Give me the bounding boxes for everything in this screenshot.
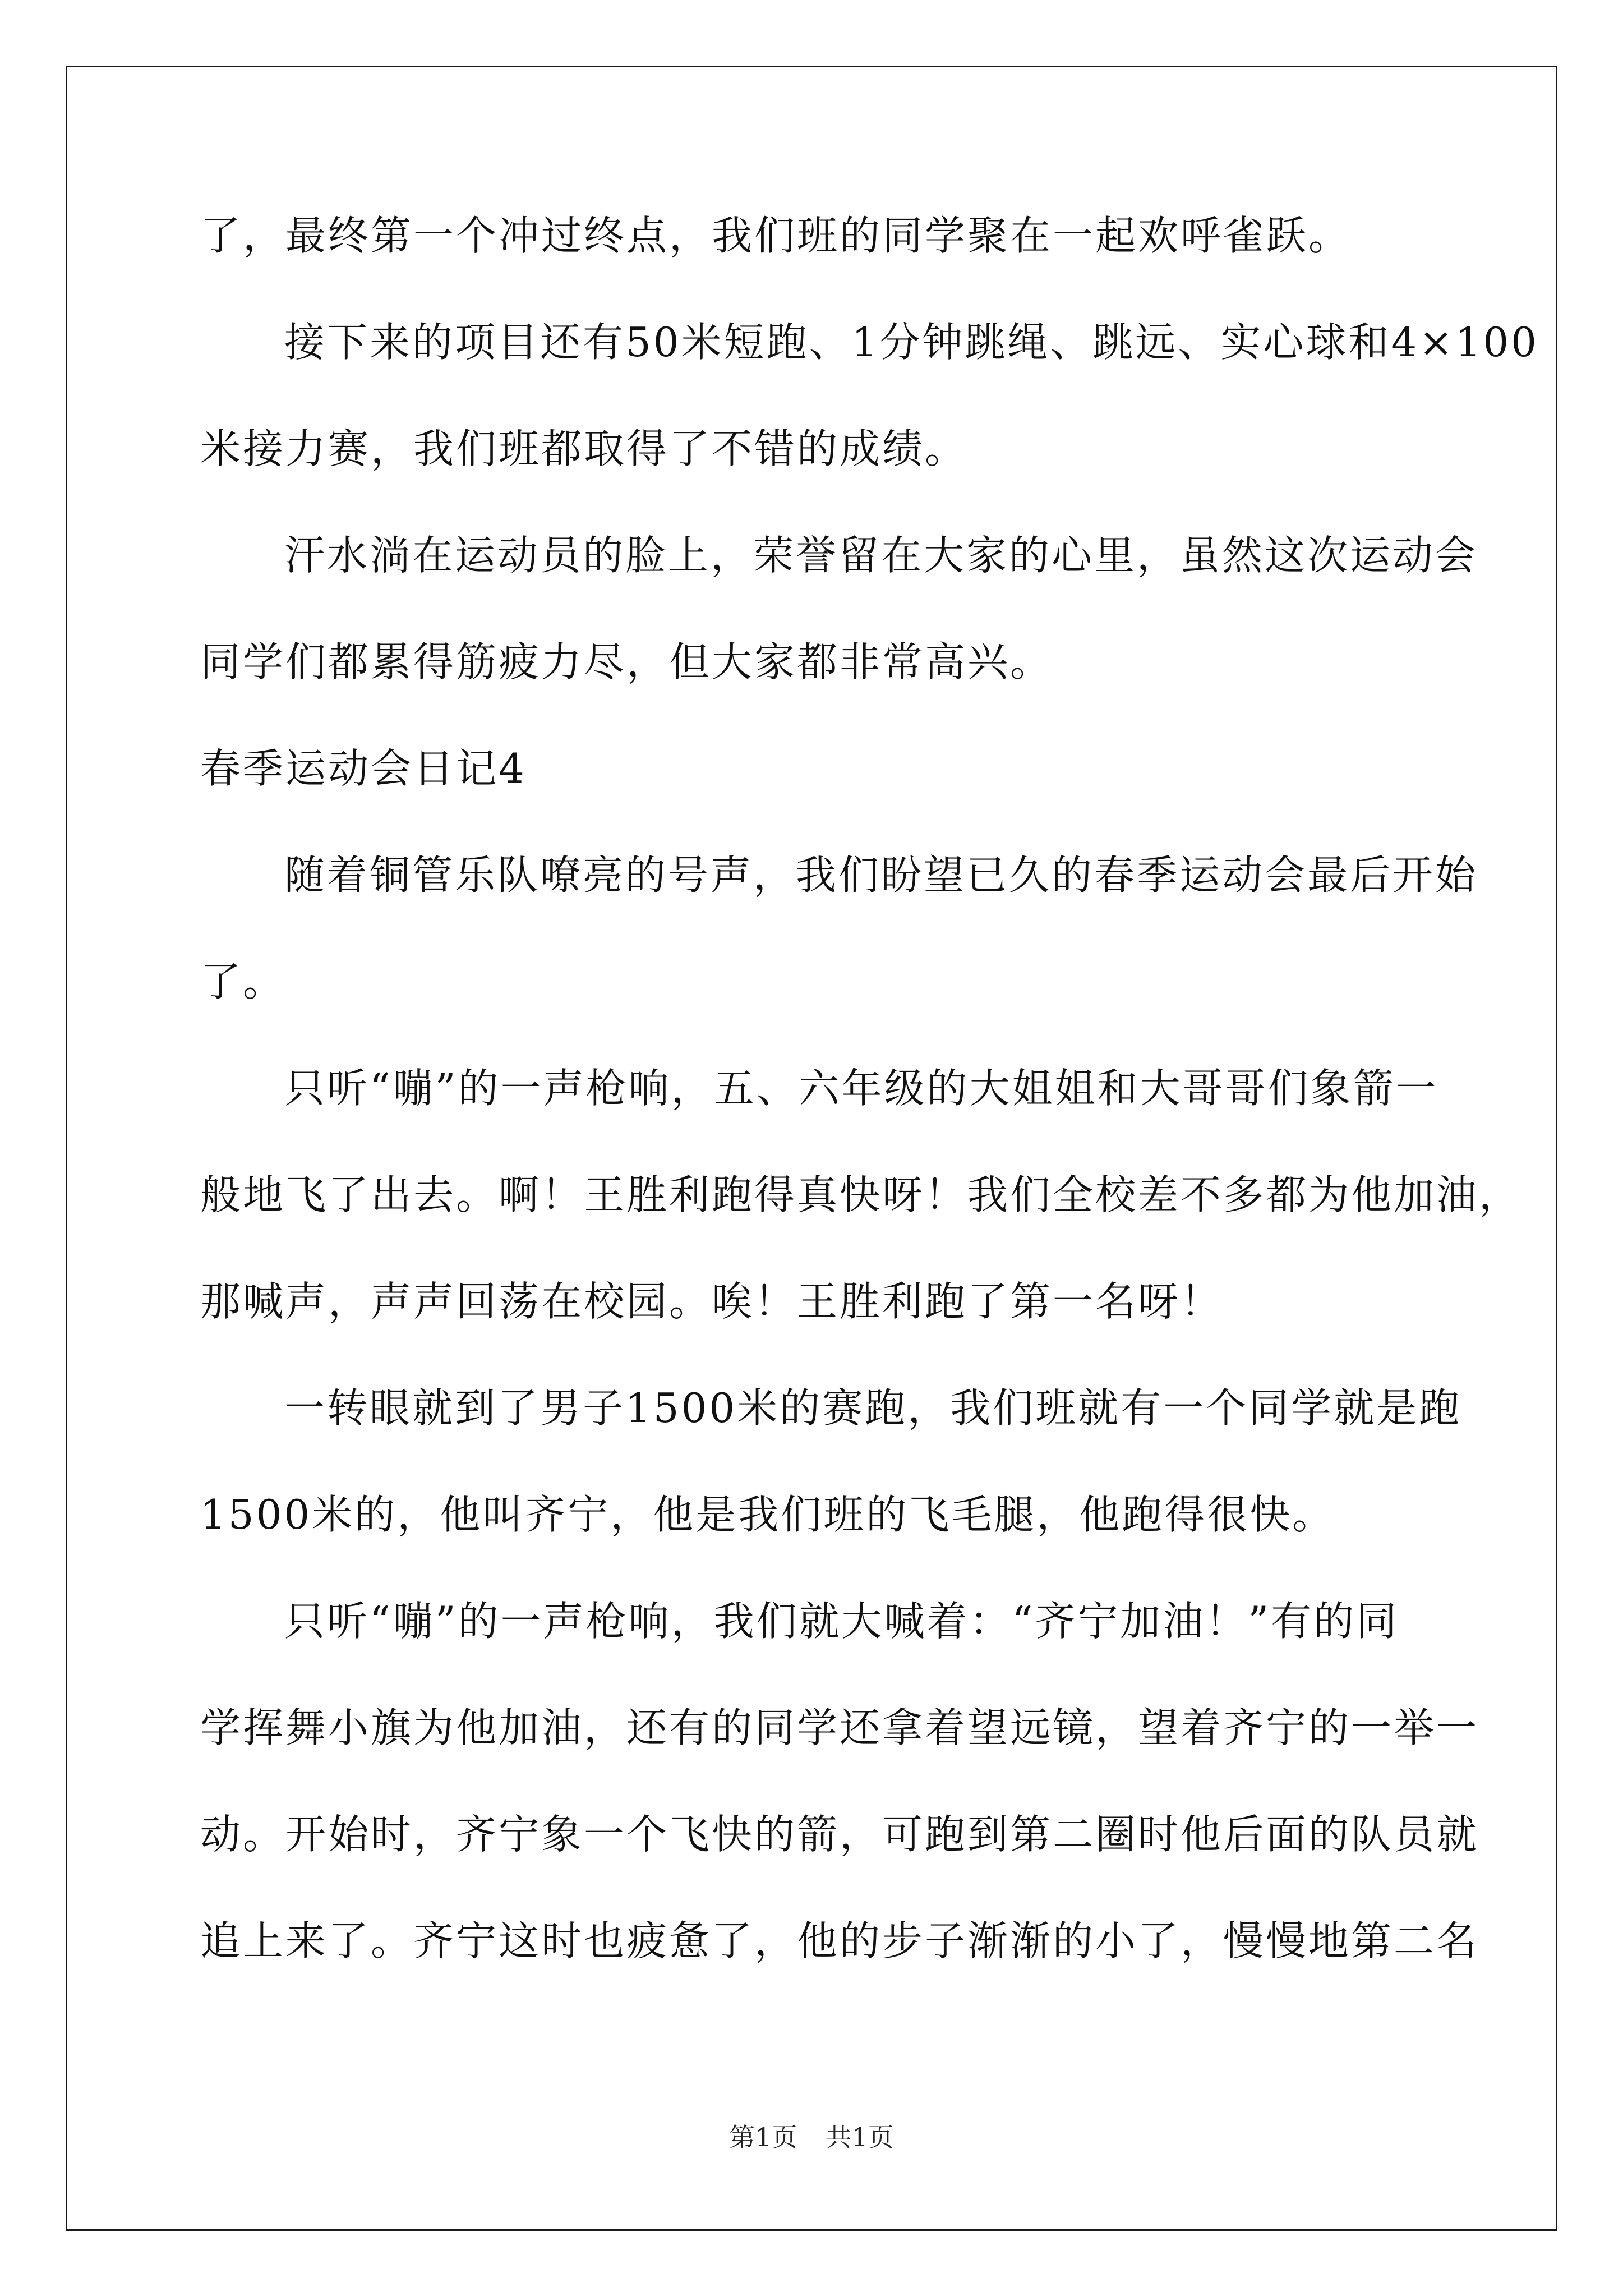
text-line: 了。 xyxy=(200,958,286,1005)
text-line: 追上来了。齐宁这时也疲惫了，他的步子渐渐的小了，慢慢地第二名 xyxy=(200,1917,1479,1964)
section-heading: 春季运动会日记4 xyxy=(200,745,527,792)
text-line: 米接力赛，我们班都取得了不错的成绩。 xyxy=(200,425,968,472)
text-line: 学挥舞小旗为他加油，还有的同学还拿着望远镜，望着齐宁的一举一 xyxy=(200,1704,1479,1751)
page-number-total: 共1页 xyxy=(826,2122,894,2152)
text-line: 动。开始时，齐宁象一个飞快的箭，可跑到第二圈时他后面的队员就 xyxy=(200,1811,1479,1858)
paragraph-line: 汗水淌在运动员的脸上，荣誉留在大家的心里，虽然这次运动会 xyxy=(284,532,1478,579)
text-line: 了，最终第一个冲过终点，我们班的同学聚在一起欢呼雀跃。 xyxy=(200,212,1352,259)
text-line: 1500米的，他叫齐宁，他是我们班的飞毛腿，他跑得很快。 xyxy=(200,1491,1335,1538)
page-border xyxy=(66,66,1557,2231)
paragraph-line: 一转眼就到了男子1500米的赛跑，我们班就有一个同学就是跑 xyxy=(284,1384,1462,1432)
page-footer xyxy=(0,2120,1623,2154)
text-line: 同学们都累得筋疲力尽，但大家都非常高兴。 xyxy=(200,638,1053,685)
page-number-current: 第1页 xyxy=(729,2122,797,2152)
paragraph-line: 只听“嘣”的一声枪响，五、六年级的大姐姐和大哥哥们象箭一 xyxy=(284,1065,1438,1112)
paragraph-line: 随着铜管乐队嘹亮的号声，我们盼望已久的春季运动会最后开始 xyxy=(284,852,1478,899)
text-line: 般地飞了出去。啊！王胜利跑得真快呀！我们全校差不多都为他加油， xyxy=(200,1171,1522,1218)
paragraph-line: 接下来的项目还有50米短跑、1分钟跳绳、跳远、实心球和4×100 xyxy=(284,319,1539,366)
text-line: 那喊声，声声回荡在校园。唉！王胜利跑了第一名呀！ xyxy=(200,1278,1224,1325)
paragraph-line: 只听“嘣”的一声枪响，我们就大喊着：“齐宁加油！”有的同 xyxy=(284,1598,1399,1645)
